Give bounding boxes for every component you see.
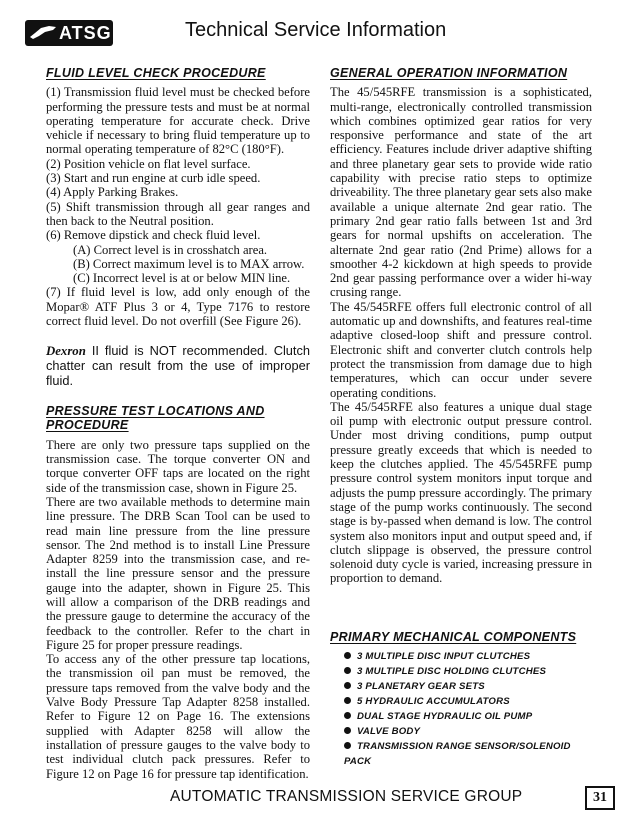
pressure-para-3: To access any of the other pressure tap locations, the transmission oil pan must be removed, the pressure taps removed from the valve body and the Valve Body Pressure Tap Adapter 8258 installed. Refer to Figure 12 on Page 16. The extensions supplied with Adapter 8258 will allow the installation of pressure gauges to the valve body to test individual clutch pack pressures. Refer to Figure 12 on Page 16 for pressure tap identification.: [46, 652, 310, 781]
pressure-para-1: There are only two pressure taps supplied on the transmission case. The torque converter ON and torque converter OFF taps are located on the right side of the transmission case, shown in Figure 25.: [46, 437, 310, 495]
general-para-3: The 45/545RFE also features a unique dual stage oil pump with electronic output pressure control. Under most driving conditions, pump output pressure greatly exceeds that which is needed to keep the clutches applied. The 45/545RFE pump pressure control system monitors input torque and adjusts the pump pressure accordingly. The primary stage of the pump works continuously. The second stage is by-passed when demand is low. The control system also monitors input and output speed and, if clutch slippage is observed, the pressure control solenoid duty cycle is varied, increasing pressure in proportion to demand.: [330, 399, 592, 586]
fluid-substep-a: (A) Correct level is in crosshatch area.: [73, 242, 268, 257]
fluid-step-5: (5) Shift transmission through all gear ranges and then back to the Neutral position.: [46, 199, 310, 228]
page-header: [25, 18, 620, 48]
list-item: 3 PLANETARY GEAR SETS: [344, 679, 592, 694]
list-item: 5 HYDRAULIC ACCUMULATORS: [344, 694, 592, 709]
fluid-substep-b: (B) Correct maximum level is to MAX arrow.: [73, 256, 305, 271]
dexron-note-text: II fluid is NOT recommended. Clutch chatter can result from the use of improper fluid.: [46, 343, 310, 388]
components-heading: PRIMARY MECHANICAL COMPONENTS: [330, 629, 577, 644]
list-item: 3 MULTIPLE DISC INPUT CLUTCHES: [344, 649, 592, 664]
bullet-icon: [344, 697, 351, 704]
right-column: [330, 66, 592, 769]
left-column: [46, 66, 310, 781]
dexron-word: Dexron: [46, 344, 86, 359]
pressure-para-2: There are two available methods to determine main line pressure. The DRB Scan Tool can be used to read main line pressure from the line pressure sensor. The 2nd method is to install Line Pressure Adapter 8259 into the transmission case, and re-install the line pressure sensor and the pressure gauge into the adapter, shown in Figure 25. This will allow a comparison of the DRB readings and the pressure gauge to determine the accuracy of the feedback to the controller. Refer to the chart in Figure 25 for proper pressure readings.: [46, 494, 310, 652]
dexron-note: [46, 344, 310, 388]
components-list: [330, 649, 592, 769]
bullet-icon: [344, 667, 351, 674]
general-operation-heading: GENERAL OPERATION INFORMATION: [330, 66, 568, 80]
logo-text: ATSG: [59, 23, 112, 43]
fluid-step-2: (2) Position vehicle on flat level surface.: [46, 156, 251, 171]
fluid-step-4: (4) Apply Parking Brakes.: [46, 185, 179, 200]
bullet-icon: [344, 742, 351, 749]
list-item: DUAL STAGE HYDRAULIC OIL PUMP: [344, 709, 592, 724]
atsg-logo: [25, 20, 113, 46]
page-title: Technical Service Information: [185, 19, 447, 41]
fluid-step-1: (1) Transmission fluid level must be checked before performing the pressure tests and must be at normal operating temperature for accurate check. Drive vehicle if necessary to bring fluid temperature up to normal operating temperature of 82°C (180°F).: [46, 85, 310, 157]
bullet-icon: [344, 652, 351, 659]
list-item: 3 MULTIPLE DISC HOLDING CLUTCHES: [344, 664, 592, 679]
bullet-icon: [344, 682, 351, 689]
general-para-2: The 45/545RFE offers full electronic control of all automatic up and downshifts, and features real-time adaptive closed-loop shift and pressure control. Electronic shift and converter clutch controls help protect the transmission from damage due to high temperatures, which can occur under severe operating conditions.: [330, 299, 592, 400]
fluid-substep-c: (C) Incorrect level is at or below MIN line.: [73, 271, 291, 286]
list-item: VALVE BODY: [344, 724, 592, 739]
list-item: TRANSMISSION RANGE SENSOR/SOLENOID PACK: [344, 740, 571, 767]
car-icon: [29, 24, 57, 42]
bullet-icon: [344, 712, 351, 719]
page-footer: [0, 786, 638, 810]
bullet-icon: [344, 727, 351, 734]
pressure-test-heading: PRESSURE TEST LOCATIONS AND PROCEDURE: [46, 404, 265, 433]
fluid-step-7: (7) If fluid level is low, add only enough of the Mopar® ATF Plus 3 or 4, Type 7176 to restore correct fluid level. Do not overfill (See Figure 26).: [46, 285, 310, 329]
fluid-level-heading: FLUID LEVEL CHECK PROCEDURE: [46, 66, 266, 80]
fluid-step-3: (3) Start and run engine at curb idle speed.: [46, 171, 261, 186]
fluid-step-6: (6) Remove dipstick and check fluid level.: [46, 228, 261, 243]
footer-text: AUTOMATIC TRANSMISSION SERVICE GROUP: [170, 788, 523, 805]
general-para-1: The 45/545RFE transmission is a sophisticated, multi-range, electronically controlled transmission which combines optimized gear ratios for very responsive performance and state of the art efficiency. Features include driver adaptive shifting and three planetary gear sets to provide wide ratio capability with precise ratio steps to optimize driveability. The three planetary gear sets also make available a unique alternate 2nd gear ratio. The primary 2nd gear ratio falls between 1st and 3rd gears for normal upshifts on acceleration. The alternate 2nd gear ratio (2nd Prime) allows for a smoother 4-2 kickdown at high speeds to provide 2nd gear passing performance over a wider hi-way crusing range.: [330, 85, 592, 300]
page-number: 31: [585, 786, 615, 810]
